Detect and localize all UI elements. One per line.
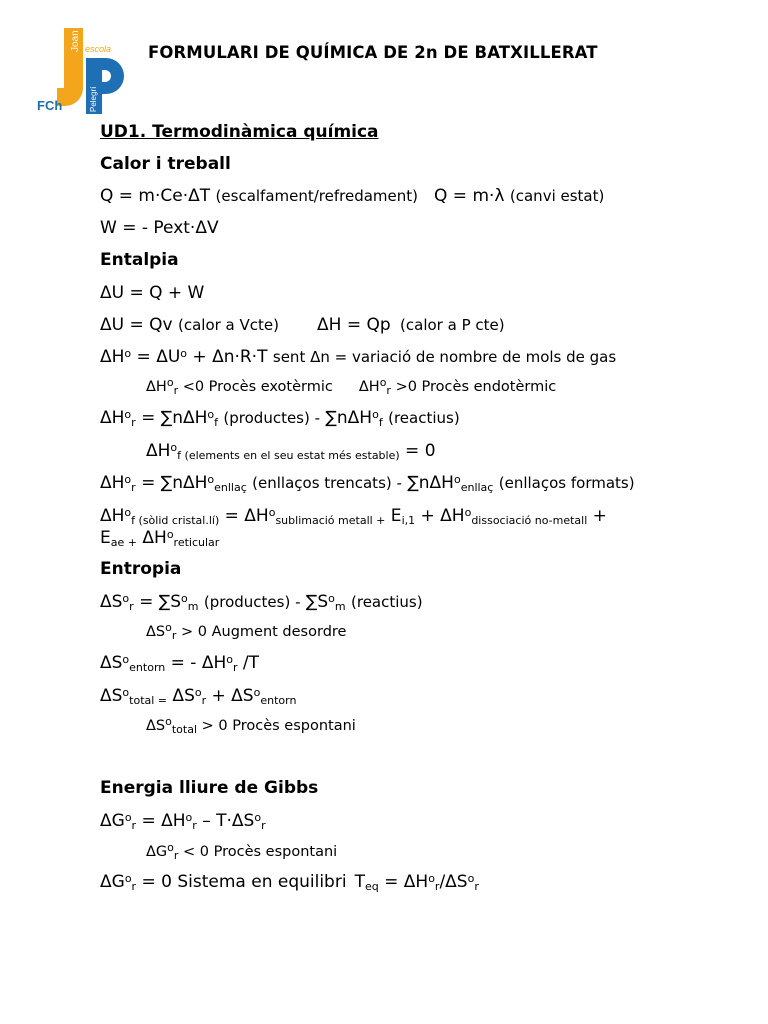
note-exotermic: <0 Procès exotèrmic <box>182 379 333 395</box>
section-heading-calor: Calor i treball <box>100 154 231 174</box>
formula-entropy-reaction: $\Delta S^o_r = \sum S^o_m$ (productes) - $\sum S^o_m$ (reactius) <box>100 592 423 613</box>
logo-pelegri-text: Pelegrí <box>89 86 98 112</box>
note-productes-s: (productes) - <box>203 593 301 611</box>
note-productes: (productes) - <box>223 409 321 427</box>
logo-joan-text: Joan <box>70 30 81 52</box>
note-sistema-eq: = 0 Sistema en equilibri <box>141 872 347 892</box>
note-enllacos-formats: (enllaços formats) <box>498 474 635 492</box>
note-sent-dn: sent Δn = variació de nombre de mols de gas <box>272 348 617 366</box>
document-title: FORMULARI DE QUÍMICA DE 2n DE BATXILLERAT <box>148 43 598 62</box>
section-heading-entropia: Entropia <box>100 559 182 579</box>
note-sublimacio: sublimació metall <box>275 514 373 527</box>
note-reactius: (reactius) <box>388 409 460 427</box>
note-calor-vcte: (calor a Vcte) <box>177 316 279 334</box>
formula-first-law: ΔU = Q + W <box>100 283 205 303</box>
formula-qv-qp: ΔU = Qv (calor a Vcte) ΔH = Qp (calor a P cte) <box>100 315 505 335</box>
sub-entorn-2: entorn <box>260 694 297 707</box>
formula-hess: $\Delta H^o_r = \sum n\Delta H^o_f$ (productes) - ∑nΔH$^o_f$ (reactius) <box>100 408 460 429</box>
section-heading-gibbs: Energia lliure de Gibbs <box>100 778 319 798</box>
formula-bond-enthalpy: $\Delta H^o_r = \sum n\Delta H^o_{enllaç}$ (enllaços trencats) - ∑nΔH$^o_{enllaç}$ (enllaços formats) <box>100 473 635 494</box>
note-augment: > 0 Augment desordre <box>181 624 347 640</box>
formula-born-haber-1: $\Delta H^o_{f (sòlid cristal.lí)} = \Delta H^o_{sublimació metall}$ $_+$ $E_{i,1} + \Delta H^o_{dissociació no-metall}$ + <box>100 506 607 527</box>
sub-entorn: entorn <box>129 661 166 674</box>
formula-elements: $\Delta H^o_{f (elements en el seu estat més estable)} = 0$ <box>146 441 436 462</box>
note-elements: (elements en el seu estat més estable) <box>184 449 400 462</box>
note-espontani-g: < 0 Procès espontani <box>183 844 338 860</box>
note-canvi-estat: (canvi estat) <box>509 187 605 205</box>
note-solid: (sòlid cristal.lí) <box>138 514 220 527</box>
sub-total-2: total <box>171 723 198 736</box>
note-endotermic: >0 Procès endotèrmic <box>395 379 557 395</box>
formula-equilibrium: $\Delta G^o_r = 0$ Sistema en equilibri $T_{eq} = \Delta H^o_r/\Delta S^o_r$ <box>100 872 479 893</box>
formula-entropy-total: $\Delta S^o_{total}$ $_=$ $\Delta S^o_r + \Delta S^o_{entorn}$ <box>100 686 297 707</box>
note-calor-pcte: (calor a P cte) <box>400 316 505 334</box>
note-spontaneous-total: $\Delta S^o_{total} > 0$ Procès espontani <box>146 715 356 736</box>
formula-entropy-surroundings: $\Delta S^o_{entorn}$ = - $\Delta H^o_r$ /T <box>100 653 260 674</box>
sub-total: total <box>129 694 155 707</box>
logo-escola-text: escola <box>85 44 112 54</box>
formula-gibbs: $\Delta G^o_r = \Delta H^o_r - T\cdot\Delta S^o_r$ <box>100 811 266 832</box>
note-reticular: reticular <box>173 536 220 549</box>
unit-heading: UD1. Termodinàmica química <box>100 122 379 142</box>
note-exo-endo: $\Delta H^o_r <0$ Procès exotèrmic $\Delta H^o_r >0$ Procès endotèrmic <box>146 376 557 397</box>
note-spontaneous-g: $\Delta G^o_r < 0$ Procès espontani <box>146 841 338 862</box>
formula-dh-du: $\Delta H^o = \Delta U^o + \Delta n\cdot R\cdot T$ sent Δn = variació de nombre de mols de gas <box>100 347 617 367</box>
note-enllacos-trencats: (enllaços trencats) - <box>252 474 402 492</box>
formula-work: W = - Pext·ΔV <box>100 218 219 238</box>
section-heading-entalpia: Entalpia <box>100 250 179 270</box>
note-reactius-s: (reactius) <box>351 593 423 611</box>
note-escalfament: (escalfament/refredament) <box>215 187 419 205</box>
note-augment-desordre: $\Delta S^o_r > 0$ Augment desordre <box>146 621 347 642</box>
formula-born-haber-2: $E_{ae +}$ $\Delta H^o_{reticular}$ <box>100 528 220 549</box>
formula-heat: Q = m·Ce·ΔT (escalfament/refredament) Q = m·λ (canvi estat) <box>100 186 605 206</box>
school-logo <box>34 28 126 114</box>
note-dissociacio: dissociació no-metall <box>471 514 588 527</box>
logo-fch-text: FCh <box>37 98 63 113</box>
note-espontani-total: > 0 Procès espontani <box>201 718 356 734</box>
